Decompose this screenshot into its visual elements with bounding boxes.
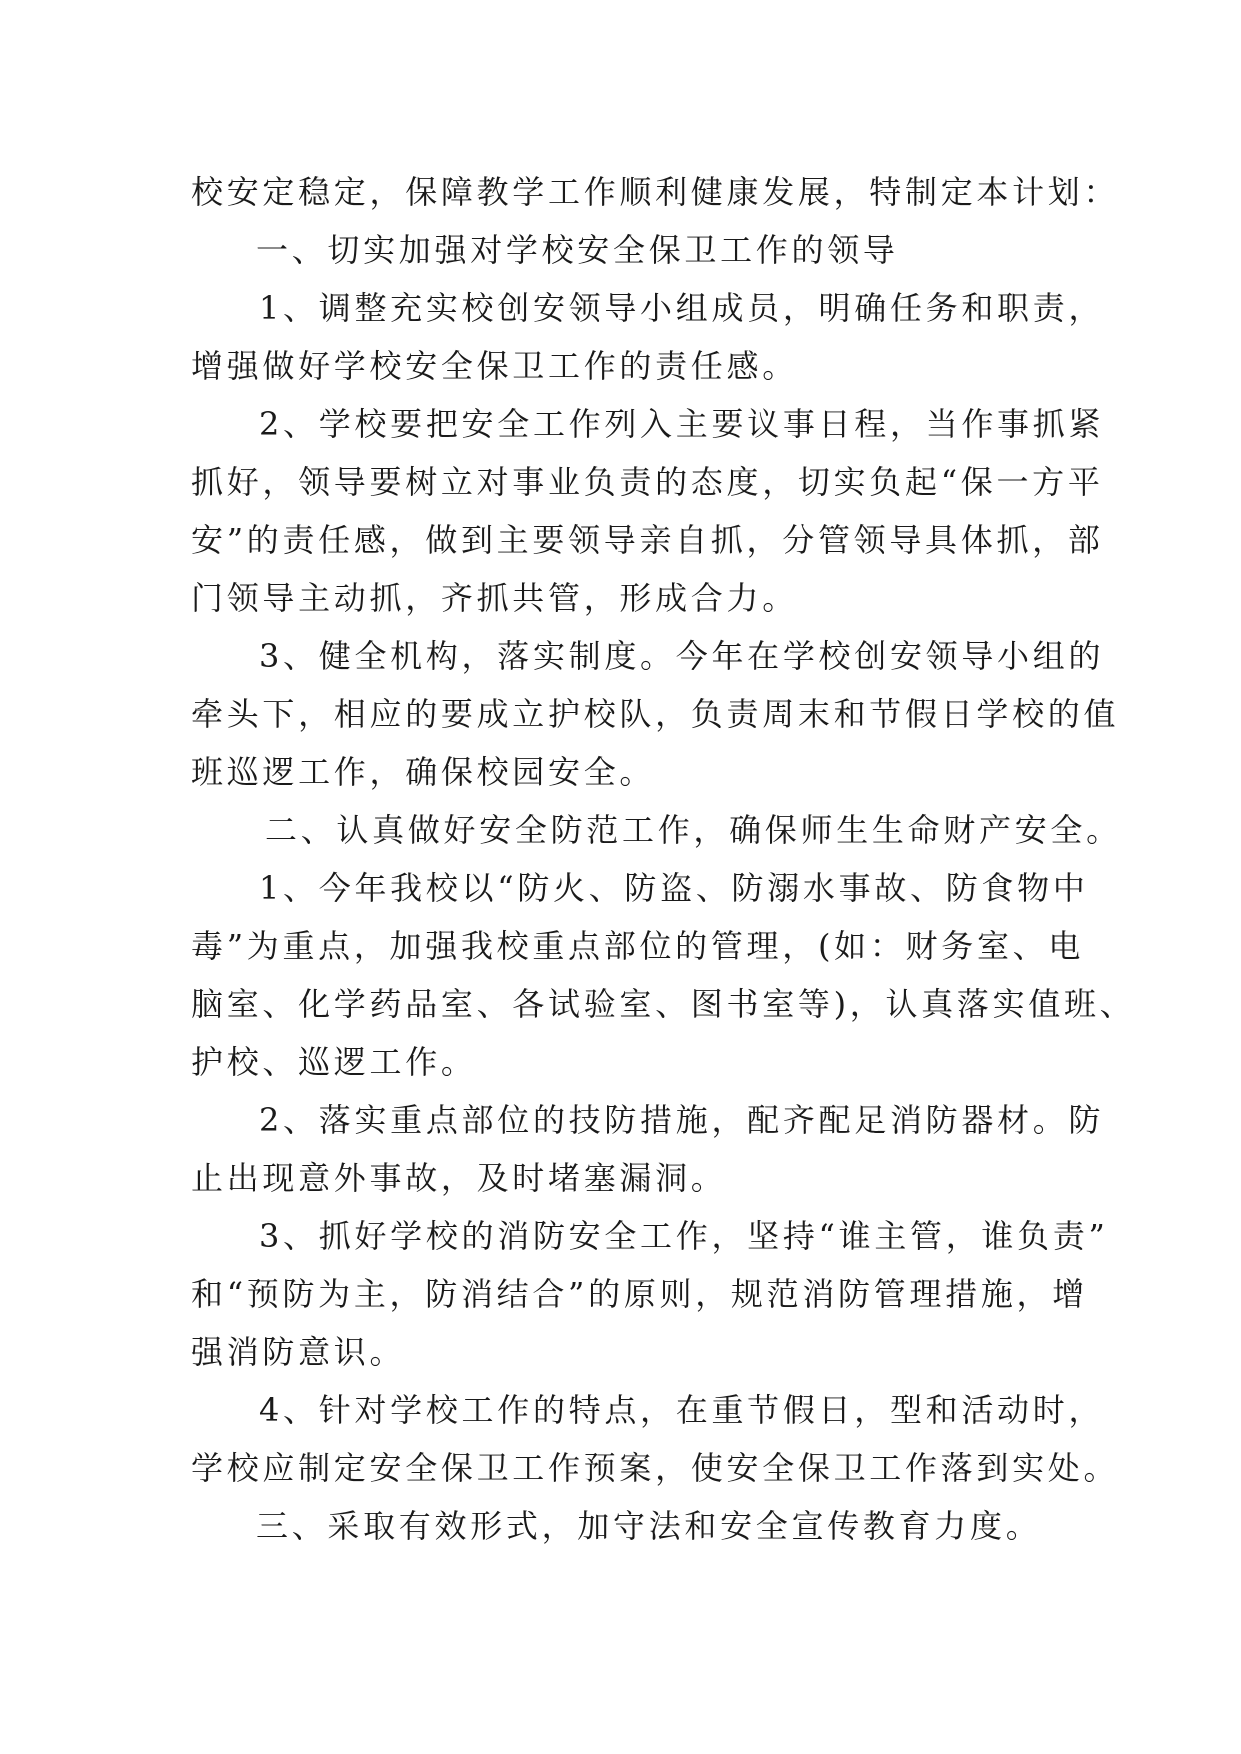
paragraph-line: 校安定稳定，保障教学工作顺利健康发展，特制定本计划： [191,173,1120,211]
paragraph-line: 1、今年我校以“防火、防盗、防溺水事故、防食物中 [259,869,1089,907]
paragraph-line: 强消防意识。 [191,1333,406,1371]
paragraph-line: 班巡逻工作，确保校园安全。 [191,753,656,791]
paragraph-line: 门领导主动抓，齐抓共管，形成合力。 [191,579,798,617]
section-heading-1: 一、切实加强对学校安全保卫工作的领导 [256,231,899,269]
paragraph-line: 3、抓好学校的消防安全工作，坚持“谁主管，谁负责” [259,1217,1109,1255]
paragraph-line: 2、学校要把安全工作列入主要议事日程，当作事抓紧 [259,405,1105,443]
paragraph-line: 脑室、化学药品室、各试验室、图书室等)，认真落实值班、 [191,985,1136,1023]
document-body [191,163,1136,1555]
paragraph-line: 1、调整充实校创安领导小组成员，明确任务和职责， [259,289,1105,327]
paragraph-line: 2、落实重点部位的技防措施，配齐配足消防器材。防 [259,1101,1105,1139]
paragraph-line: 安”的责任感，做到主要领导亲自抓，分管领导具体抓，部 [191,521,1104,559]
paragraph-line: 和“预防为主，防消结合”的原则，规范消防管理措施，增 [191,1275,1088,1313]
section-heading-2: 二、认真做好安全防范工作，确保师生生命财产安全。 [265,811,1122,849]
section-heading-3: 三、采取有效形式，加守法和安全宣传教育力度。 [256,1507,1042,1545]
paragraph-line: 学校应制定安全保卫工作预案，使安全保卫工作落到实处。 [191,1449,1120,1487]
paragraph-line: 3、健全机构，落实制度。今年在学校创安领导小组的 [259,637,1105,675]
paragraph-line: 增强做好学校安全保卫工作的责任感。 [191,347,798,385]
paragraph-line: 抓好，领导要树立对事业负责的态度，切实负起“保一方平 [191,463,1104,501]
paragraph-line: 止出现意外事故，及时堵塞漏洞。 [191,1159,727,1197]
paragraph-line: 4、针对学校工作的特点，在重节假日，型和活动时， [259,1391,1105,1429]
paragraph-line: 护校、巡逻工作。 [191,1043,477,1081]
paragraph-line: 牵头下，相应的要成立护校队，负责周末和节假日学校的值 [191,695,1120,733]
paragraph-line: 毒”为重点，加强我校重点部位的管理，(如：财务室、电 [191,927,1085,965]
